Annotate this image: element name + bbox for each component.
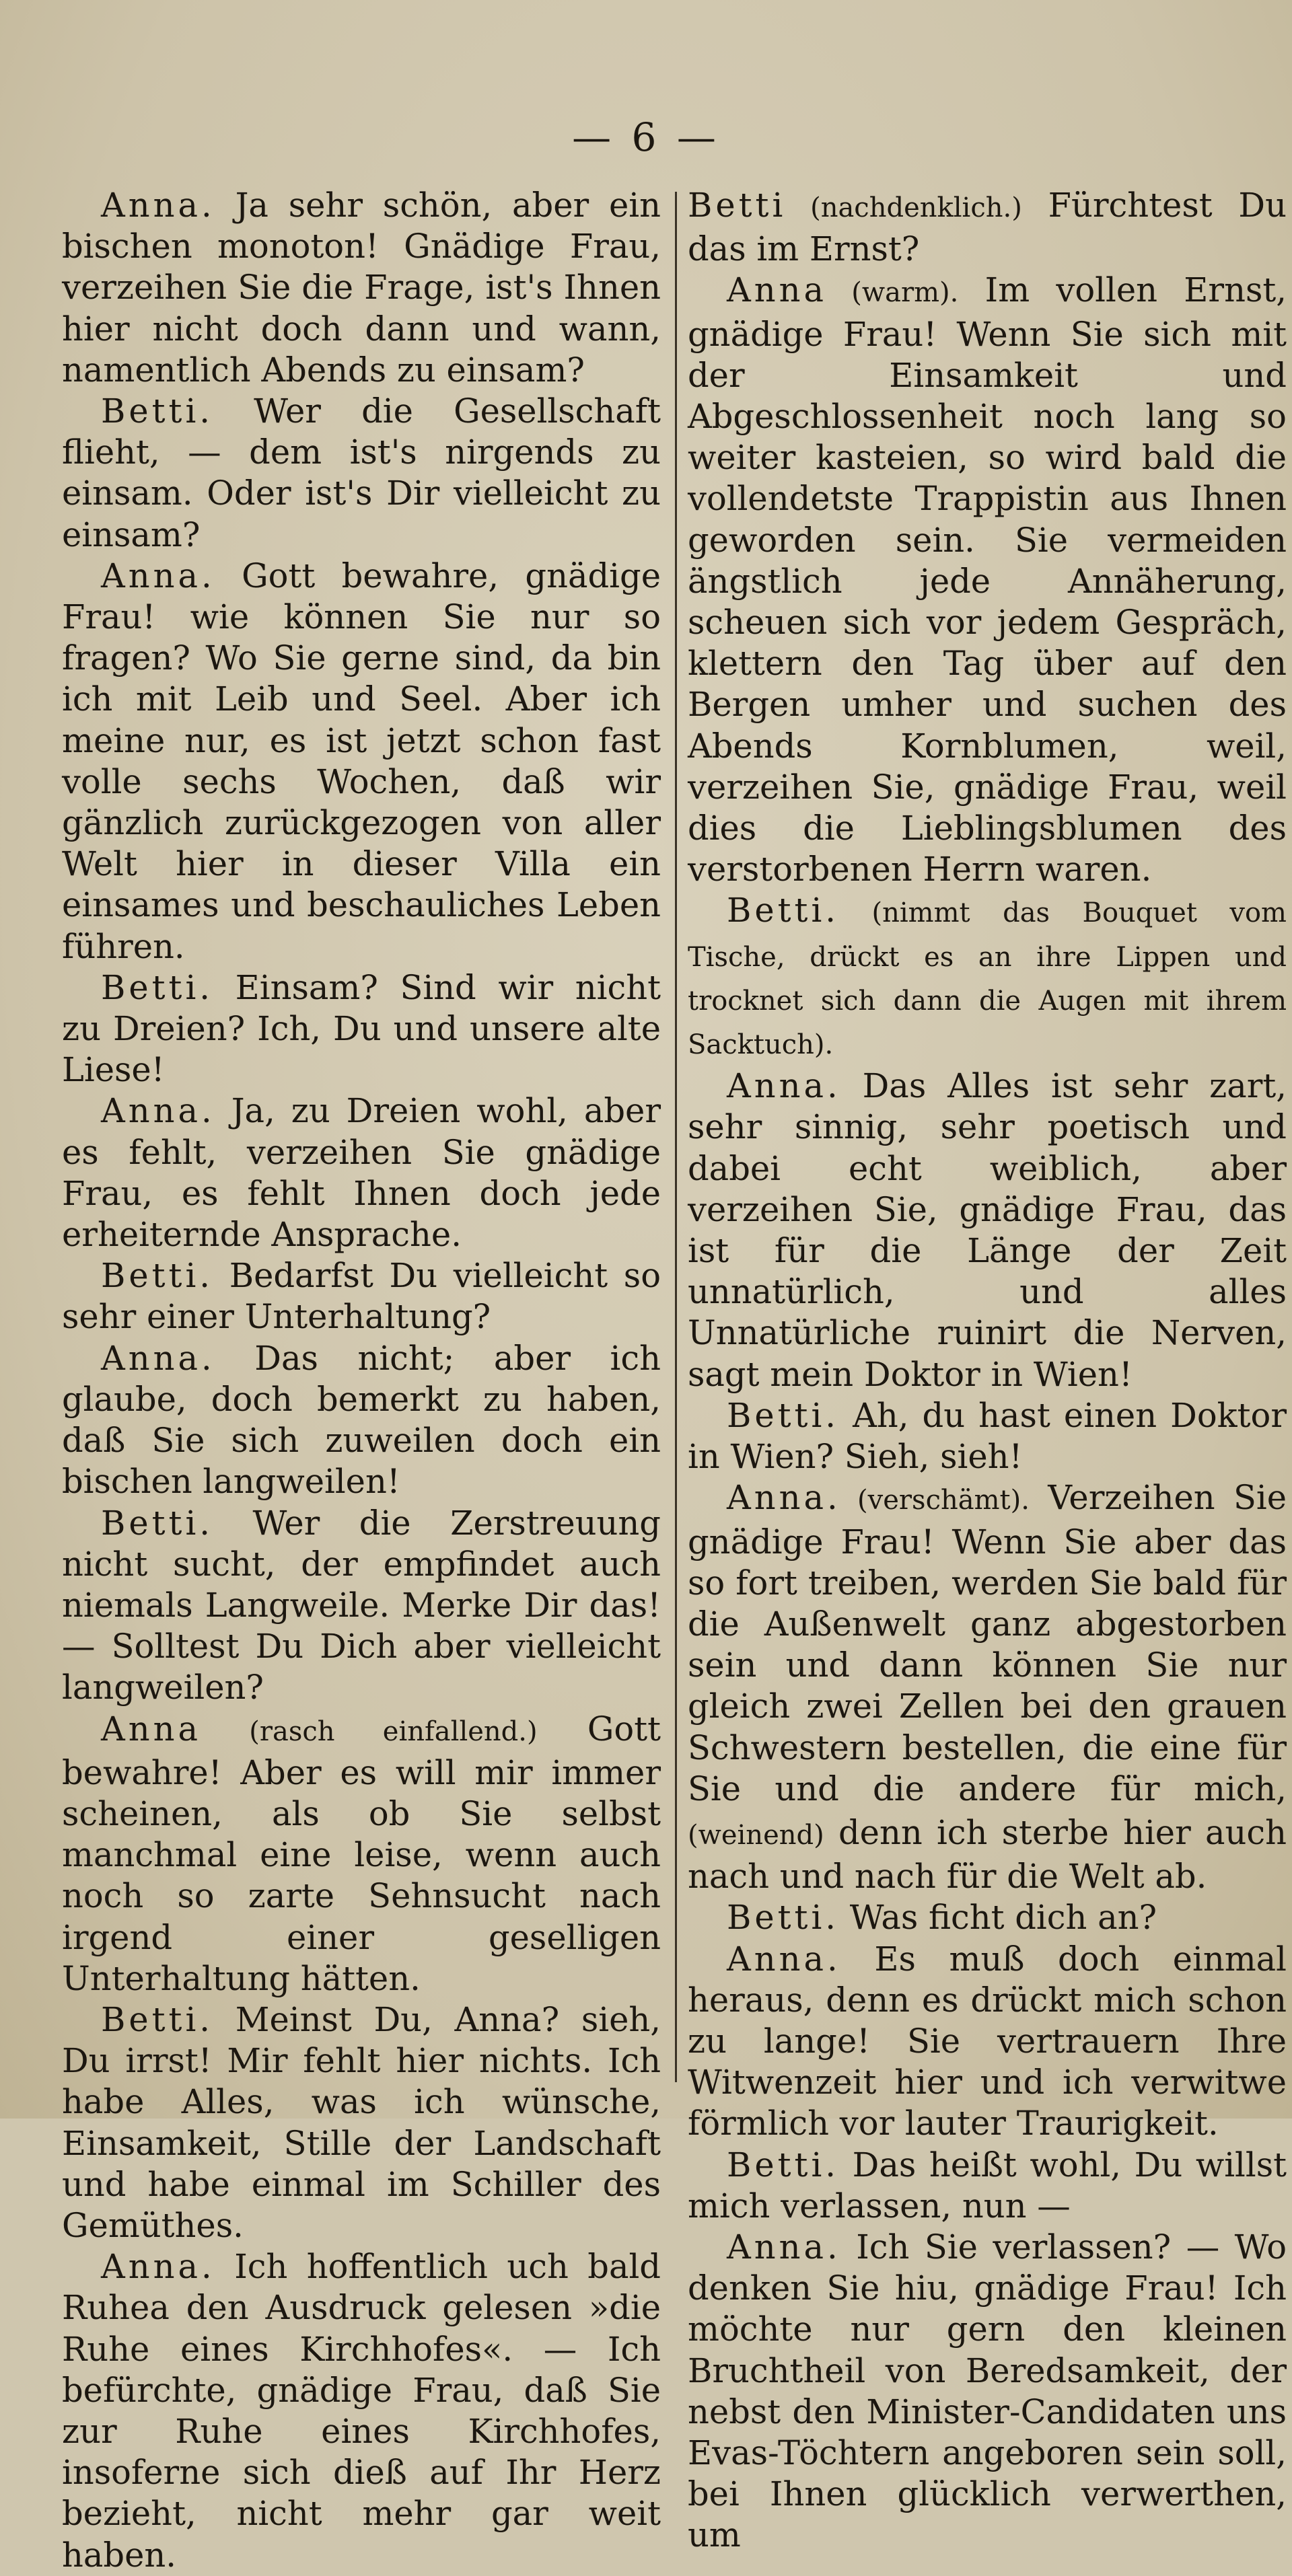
dialogue-paragraph — [688, 2145, 1287, 2227]
speaker-name: Betti. — [101, 392, 214, 431]
dialogue-paragraph — [62, 1091, 661, 1255]
left-column — [62, 185, 661, 2576]
speaker-name: Anna. — [101, 1091, 215, 1131]
stage-direction: (nimmt das Bouquet vom Tische, drückt es an ihre Lippen und trocknet sich dann die Augen mit ihrem Sacktuch). — [688, 897, 1287, 1061]
dialogue-text: Im vollen Ernst, gnädige Frau! Wenn Sie sich mit der Einsamkeit und Abgeschlossenheit noch lang so weiter kasteien, so wird bald die vollendetste Trappistin aus Ihnen geworden sein. Sie vermeiden ängstlich jede Annäherung, scheuen sich vor jedem Gespräch, klettern den Tag über auf den Bergen umher und suchen des Abends Kornblumen, weil, verzeihen Sie, gnädige Frau, weil dies die Lieblingsblumen des verstorbenen Herrn waren. — [688, 270, 1287, 889]
dialogue-paragraph — [62, 967, 661, 1091]
dialogue-paragraph — [688, 890, 1287, 1066]
dialogue-text: Einsam? Sind wir nicht zu Dreien? Ich, Du und unsere alte Liese! — [62, 967, 661, 1090]
dialogue-text: Ich hoffentlich uch bald Ruhea den Ausdruck gelesen »die Ruhe eines Kirchhofes«. — Ich befürchte, gnädige Frau, daß Sie zur Ruhe eines Kirchhofes, insoferne sich dieß auf Ihr Herz bezieht, nicht mehr gar weit haben. — [62, 2247, 661, 2575]
speaker-name: Anna — [101, 1709, 202, 1749]
speaker-name: Betti — [688, 186, 787, 225]
speaker-name: Anna. — [727, 1066, 841, 1106]
stage-direction: (rasch einfallend.) — [201, 1716, 538, 1747]
dialogue-text: Ich Sie verlassen? — Wo denken Sie hiu, gnädige Frau! Ich möchte nur gern den kleinen Bruchtheil von Beredsamkeit, der nebst den Minister-Candidaten uns Evas-Töchtern angeboren sein soll, bei Ihnen glücklich verwerthen, um — [688, 2227, 1287, 2555]
speaker-name: Anna. — [101, 186, 215, 225]
speaker-name: Anna. — [101, 1338, 215, 1378]
dialogue-text: denn ich sterbe hier auch nach und nach für die Welt ab. — [688, 1812, 1287, 1897]
column-divider — [675, 192, 677, 2082]
speaker-name: Betti. — [101, 1999, 214, 2039]
dialogue-text: Wer die Gesellschaft flieht, — dem ist's nirgends zu einsam. Oder ist's Dir vielleicht zu einsam? — [62, 392, 661, 554]
dialogue-paragraph — [62, 556, 661, 967]
speaker-name: Anna. — [727, 1478, 841, 1518]
dialogue-text: Fürchtest Du das im Ernst? — [688, 186, 1287, 269]
dialogue-text: Meinst Du, Anna? sieh, Du irrst! Mir fehlt hier nichts. Ich habe Alles, was ich wünsche, Einsamkeit, Stille der Landschaft und habe einmal im Schiller des Gemüthes. — [62, 1999, 661, 2245]
dialogue-paragraph — [62, 2246, 661, 2576]
dialogue-text: Ja sehr schön, aber ein bischen monoton! Gnädige Frau, verzeihen Sie die Frage, ist's Ihnen hier nicht doch dann und wann, namentlich Abends zu einsam? — [62, 186, 661, 390]
dialogue-paragraph — [688, 185, 1287, 270]
dialogue-paragraph — [688, 1897, 1287, 1938]
dialogue-text: Wer die Zerstreuung nicht sucht, der empfindet auch niemals Langweile. Merke Dir das! — Solltest Du Dich aber vielleicht langweilen? — [62, 1503, 661, 1707]
speaker-name: Betti. — [101, 1256, 214, 1296]
dialogue-paragraph — [688, 1939, 1287, 2145]
dialogue-paragraph — [62, 1503, 661, 1709]
right-column — [688, 185, 1287, 2556]
dialogue-text: Es muß doch einmal heraus, denn es drückt mich schon zu lange! Sie vertrauern Ihre Witwenzeit hier und ich verwitwe förmlich vor lauter Traurigkeit. — [688, 1939, 1287, 2143]
speaker-name: Anna. — [727, 2227, 841, 2267]
dialogue-text: Ah, du hast einen Doktor in Wien? Sieh, sieh! — [688, 1395, 1287, 1477]
speaker-name: Betti. — [101, 967, 214, 1007]
dialogue-paragraph — [62, 1255, 661, 1337]
dialogue-text: Das Alles ist sehr zart, sehr sinnig, sehr poetisch und dabei echt weiblich, aber verzeihen Sie, gnädige Frau, das ist für die Länge der Zeit unnatürlich, und alles Unnatürliche ruinirt die Nerven, sagt mein Doktor in Wien! — [688, 1066, 1287, 1394]
stage-direction: (weinend) — [688, 1819, 824, 1851]
speaker-name: Anna. — [101, 556, 215, 595]
stage-direction: (nachdenklich.) — [786, 192, 1022, 223]
dialogue-text: Das heißt wohl, Du willst mich verlassen, nun — — [688, 2145, 1287, 2225]
dialogue-text: Ja, zu Dreien wohl, aber es fehlt, verzeihen Sie gnädige Frau, es fehlt Ihnen doch jede erheiternde Ansprache. — [62, 1091, 661, 1255]
speaker-name: Betti. — [727, 1395, 840, 1435]
dialogue-paragraph — [688, 1066, 1287, 1395]
dialogue-paragraph — [62, 1999, 661, 2246]
speaker-name: Anna — [727, 270, 828, 310]
dialogue-paragraph — [62, 185, 661, 391]
dialogue-text: Gott bewahre! Aber es will mir immer scheinen, als ob Sie selbst manchmal eine leise, wenn auch noch so zarte Sehnsucht nach irgend einer geselligen Unterhaltung hätten. — [62, 1709, 661, 1998]
dialogue-paragraph — [688, 270, 1287, 890]
speaker-name: Betti. — [727, 891, 840, 930]
speaker-name: Betti. — [727, 2145, 840, 2184]
page-number: — 6 — — [572, 114, 720, 160]
dialogue-paragraph — [62, 1338, 661, 1503]
speaker-name: Anna. — [727, 1939, 841, 1979]
dialogue-paragraph — [688, 1395, 1287, 1477]
dialogue-paragraph — [62, 391, 661, 556]
dialogue-text: Was ficht dich an? — [839, 1898, 1157, 1938]
dialogue-text: Das nicht; aber ich glaube, doch bemerkt zu haben, daß Sie sich zuweilen doch ein bischen langweilen! — [62, 1338, 661, 1502]
dialogue-text: Verzeihen Sie gnädige Frau! Wenn Sie aber das so fort treiben, werden Sie bald für die Außenwelt ganz abgestorben sein und dann können Sie nur gleich zwei Zellen bei den grauen Schwestern bestellen, die eine für Sie und die andere für mich, — [688, 1478, 1287, 1808]
stage-direction: (warm). — [827, 277, 959, 309]
stage-direction: (verschämt). — [840, 1485, 1030, 1516]
speaker-name: Betti. — [101, 1503, 214, 1543]
dialogue-text: Gott bewahre, gnädige Frau! wie können Sie nur so fragen? Wo Sie gerne sind, da bin ich mit Leib und Seel. Aber ich meine nur, es ist jetzt schon fast volle sechs Wochen, daß wir gänzlich zurückgezogen von aller Welt hier in dieser Villa ein einsames und beschauliches Leben führen. — [62, 556, 661, 966]
speaker-name: Betti. — [727, 1898, 840, 1938]
dialogue-text: Bedarfst Du vielleicht so sehr einer Unterhaltung? — [62, 1256, 661, 1337]
dialogue-paragraph — [688, 1477, 1287, 1897]
speaker-name: Anna. — [101, 2247, 215, 2287]
dialogue-paragraph — [62, 1709, 661, 1999]
dialogue-paragraph — [688, 2227, 1287, 2556]
